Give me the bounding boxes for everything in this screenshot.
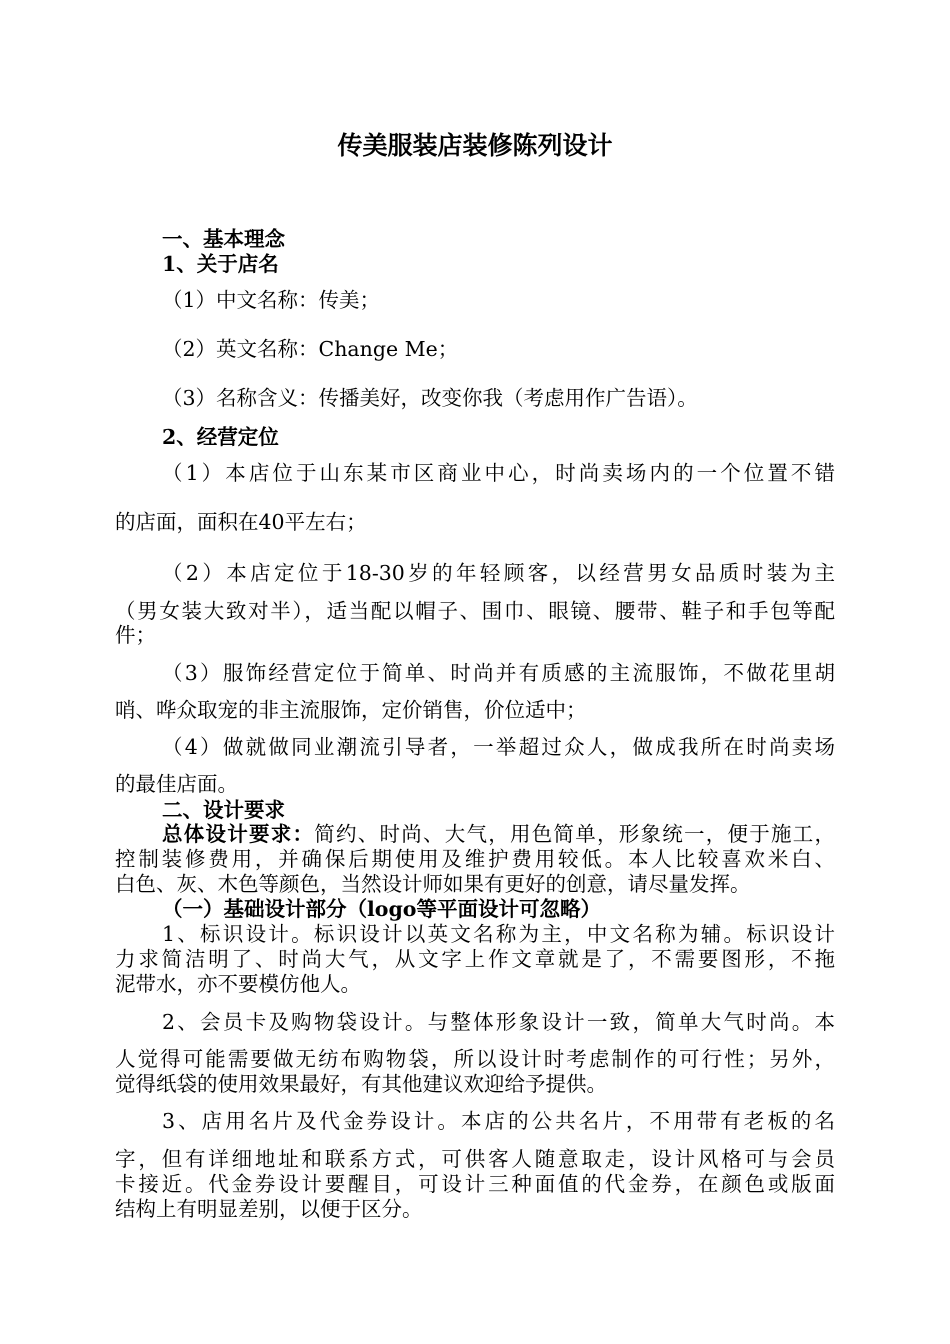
paragraph-target-customers-cont: （男女装大致对半），适当配以帽子、围巾、眼镜、腰带、鞋子和手包等配 — [115, 599, 835, 623]
paragraph-location-cont: 的店面，面积在40平左右； — [115, 510, 367, 534]
paragraph-logo-design: 1、标识设计。标识设计以英文名称为主，中文名称为辅。标识设计 — [162, 922, 835, 946]
paragraph-business-card-voucher-cont: 字，但有详细地址和联系方式，可供客人随意取走，设计风格可与会员 — [115, 1147, 835, 1171]
section-1-heading: 一、基本理念 — [162, 227, 285, 251]
paragraph-target-customers: （2）本店定位于18-30岁的年轻顾客，以经营男女品质时装为主 — [162, 561, 835, 585]
item-chinese-name: （1）中文名称：传美； — [162, 288, 381, 312]
subsection-positioning: 2、经营定位 — [162, 425, 279, 449]
subsection-store-name: 1、关于店名 — [162, 252, 279, 276]
paragraph-logo-design-end: 泥带水，亦不要模仿他人。 — [115, 972, 361, 996]
item-name-meaning: （3）名称含义：传播美好，改变你我（考虑用作广告语）。 — [162, 386, 698, 410]
paragraph-logo-design-cont: 力求简洁明了、时尚大气，从文字上作文章就是了，不需要图形，不拖 — [115, 947, 835, 971]
paragraph-business-card-voucher-cont2: 卡接近。代金券设计要醒目，可设计三种面值的代金券，在颜色或版面 — [115, 1172, 835, 1196]
paragraph-overall-requirements-end: 白色、灰、木色等颜色，当然设计师如果有更好的创意，请尽量发挥。 — [115, 872, 751, 896]
item-english-name: （2）英文名称：Change Me； — [162, 337, 459, 361]
paragraph-trend-leader: （4）做就做同业潮流引导者，一举超过众人，做成我所在时尚卖场 — [162, 735, 835, 759]
paragraph-overall-requirements — [162, 821, 835, 848]
paragraph-overall-requirements-cont: 控制装修费用，并确保后期使用及维护费用较低。本人比较喜欢米白、 — [115, 847, 835, 871]
paragraph-card-bag-design-cont: 人觉得可能需要做无纺布购物袋，所以设计时考虑制作的可行性；另外， — [115, 1047, 835, 1071]
paragraph-style-positioning: （3）服饰经营定位于简单、时尚并有质感的主流服饰，不做花里胡 — [162, 661, 835, 685]
paragraph-business-card-voucher: 3、店用名片及代金券设计。本店的公共名片，不用带有老板的名 — [162, 1109, 835, 1133]
overall-requirements-label: 总体设计要求： — [162, 822, 315, 846]
paragraph-business-card-voucher-end: 结构上有明显差别，以便于区分。 — [115, 1197, 423, 1221]
part-1-heading: （一）基础设计部分（logo等平面设计可忽略） — [162, 897, 601, 921]
paragraph-trend-leader-cont: 的最佳店面。 — [115, 772, 238, 796]
overall-requirements-text: 简约、时尚、大气，用色简单，形象统一，便于施工， — [314, 822, 835, 846]
paragraph-style-positioning-cont: 哨、哗众取宠的非主流服饰，定价销售，价位适中； — [115, 698, 587, 722]
paragraph-target-customers-end: 件； — [115, 623, 156, 647]
document-title: 传美服装店装修陈列设计 — [337, 131, 613, 160]
paragraph-card-bag-design-end: 觉得纸袋的使用效果最好，有其他建议欢迎给予提供。 — [115, 1072, 607, 1096]
paragraph-location: （1）本店位于山东某市区商业中心，时尚卖场内的一个位置不错 — [162, 461, 835, 485]
paragraph-card-bag-design: 2、会员卡及购物袋设计。与整体形象设计一致，简单大气时尚。本 — [162, 1010, 835, 1034]
section-2-heading: 二、设计要求 — [162, 798, 285, 822]
